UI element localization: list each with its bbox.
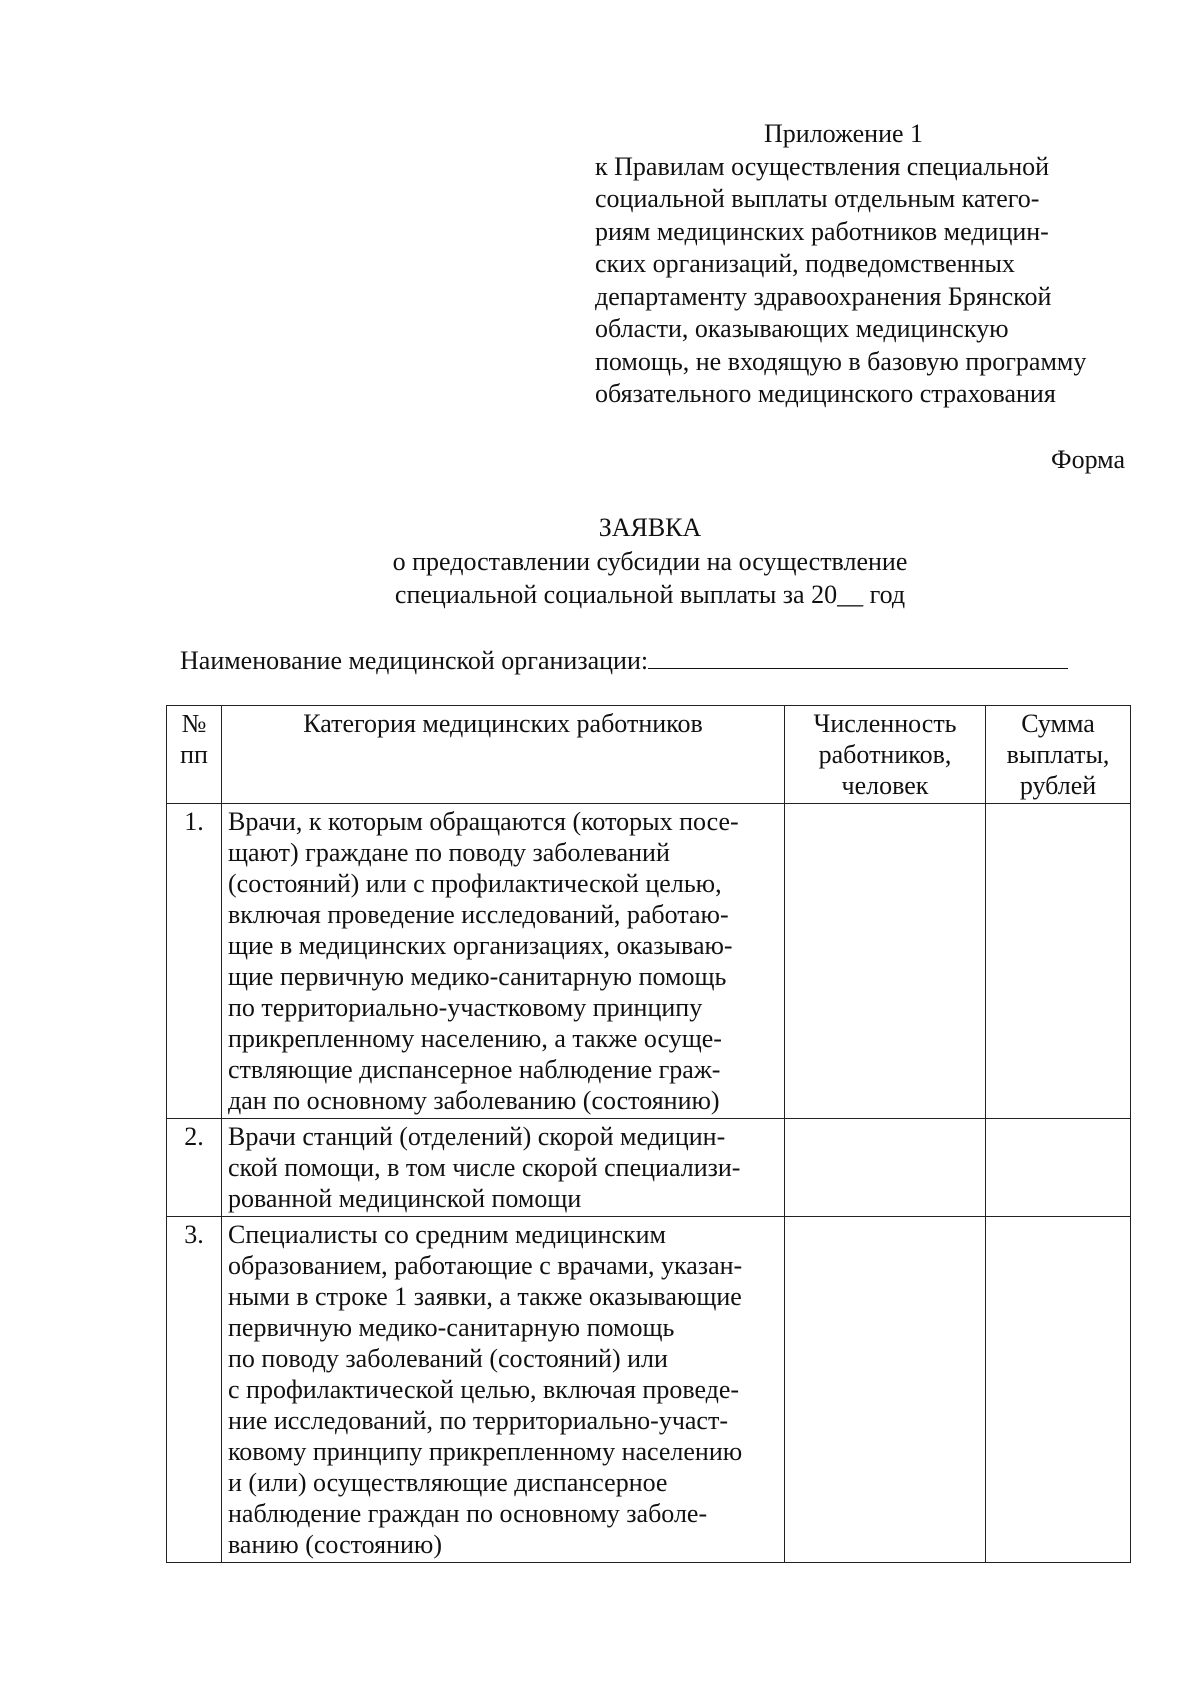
category-line: включая проведение исследований, работаю-	[228, 900, 729, 929]
category-line: ванию (состоянию)	[228, 1530, 443, 1559]
category-line: Врачи, к которым обращаются (которых посе-	[228, 807, 739, 836]
category-line: прикрепленному населению, а также осуще-	[228, 1024, 722, 1053]
row-sum-cell[interactable]	[986, 1119, 1131, 1217]
header-count-line: человек	[841, 771, 929, 800]
appendix-line: к Правилам осуществления специальной	[595, 151, 1050, 181]
table-body	[167, 804, 1131, 1563]
category-line: ствляющие диспансерное наблюдение граж-	[228, 1055, 721, 1084]
table-row	[167, 1217, 1131, 1563]
category-line: (состояний) или с профилактической целью,	[228, 869, 722, 898]
category-line: по поводу заболеваний (состояний) или	[228, 1344, 668, 1373]
appendix-title: Приложение 1	[764, 119, 924, 148]
row-number: 1.	[167, 804, 222, 1119]
category-line: и (или) осуществляющие диспансерное	[228, 1468, 668, 1497]
org-name-field	[180, 644, 1068, 676]
row-category	[222, 804, 785, 1119]
category-line: ковому принципу прикрепленному населению	[228, 1437, 743, 1466]
category-line: щие первичную медико-санитарную помощь	[228, 962, 727, 991]
form-label: Форма	[1051, 445, 1125, 474]
appendix-line: ских организаций, подведомственных	[595, 249, 1015, 278]
header-count-line: работников,	[818, 740, 952, 769]
document-subtitle-line-1: о предоставлении субсидии на осуществление	[392, 547, 908, 576]
row-category	[222, 1217, 785, 1563]
category-line: с профилактической целью, включая проведе-	[228, 1375, 740, 1404]
document-subtitle-line-2: специальной социальной выплаты за 20__ год	[394, 580, 906, 609]
appendix-line: социальной выплаты отдельным катего-	[595, 184, 1040, 213]
category-line: образованием, работающие с врачами, указан-	[228, 1251, 743, 1280]
document-title: ЗАЯВКА	[598, 513, 702, 542]
category-line: наблюдение граждан по основному заболе-	[228, 1499, 708, 1528]
table-header-row	[167, 706, 1131, 804]
appendix-block	[595, 118, 1135, 411]
row-sum-cell[interactable]	[986, 1217, 1131, 1563]
header-num	[167, 706, 222, 804]
row-count-cell[interactable]	[785, 1217, 986, 1563]
row-category	[222, 1119, 785, 1217]
appendix-line: области, оказывающих медицинскую	[595, 314, 1009, 343]
org-name-label: Наименование медицинской организации:	[180, 646, 649, 675]
appendix-line: обязательного медицинского страхования	[595, 379, 1056, 408]
appendix-line: помощь, не входящую в базовую программу	[595, 346, 1087, 376]
org-name-blank-line[interactable]	[648, 644, 1068, 669]
row-sum-cell[interactable]	[986, 804, 1131, 1119]
category-line: щают) граждане по поводу заболеваний	[228, 838, 670, 867]
appendix-line: риям медицинских работников медицин-	[595, 216, 1049, 246]
row-count-cell[interactable]	[785, 1119, 986, 1217]
category-line: Врачи станций (отделений) скорой медицин-	[228, 1122, 726, 1151]
category-line: первичную медико-санитарную помощь	[228, 1313, 675, 1342]
category-line: Специалисты со средним медицинским	[228, 1220, 667, 1249]
appendix-line: департаменту здравоохранения Брянской	[595, 281, 1052, 311]
header-sum	[986, 706, 1131, 804]
row-number: 3.	[167, 1217, 222, 1563]
category-line: рованной медицинской помощи	[228, 1184, 582, 1213]
header-count-line: Численность	[813, 709, 957, 738]
header-count	[785, 706, 986, 804]
header-num-line: №	[181, 709, 207, 738]
header-category: Категория медицинских работников	[222, 706, 785, 804]
header-sum-line: рублей	[1019, 771, 1097, 800]
row-count-cell[interactable]	[785, 804, 986, 1119]
claims-table	[166, 705, 1131, 1563]
header-sum-line: выплаты,	[1006, 740, 1110, 769]
header-sum-line: Сумма	[1021, 709, 1095, 738]
row-number: 2.	[167, 1119, 222, 1217]
category-line: ской помощи, в том числе скорой специализи-	[228, 1153, 741, 1182]
category-line: дан по основному заболеванию (состоянию)	[228, 1086, 720, 1115]
category-line: ние исследований, по территориально-участ-	[228, 1406, 728, 1435]
header-num-line: пп	[180, 740, 208, 769]
table-row	[167, 804, 1131, 1119]
category-line: по территориально-участковому принципу	[228, 993, 703, 1022]
table-row	[167, 1119, 1131, 1217]
category-line: ными в строке 1 заявки, а также оказывающие	[228, 1282, 742, 1311]
category-line: щие в медицинских организациях, оказываю-	[228, 931, 733, 960]
